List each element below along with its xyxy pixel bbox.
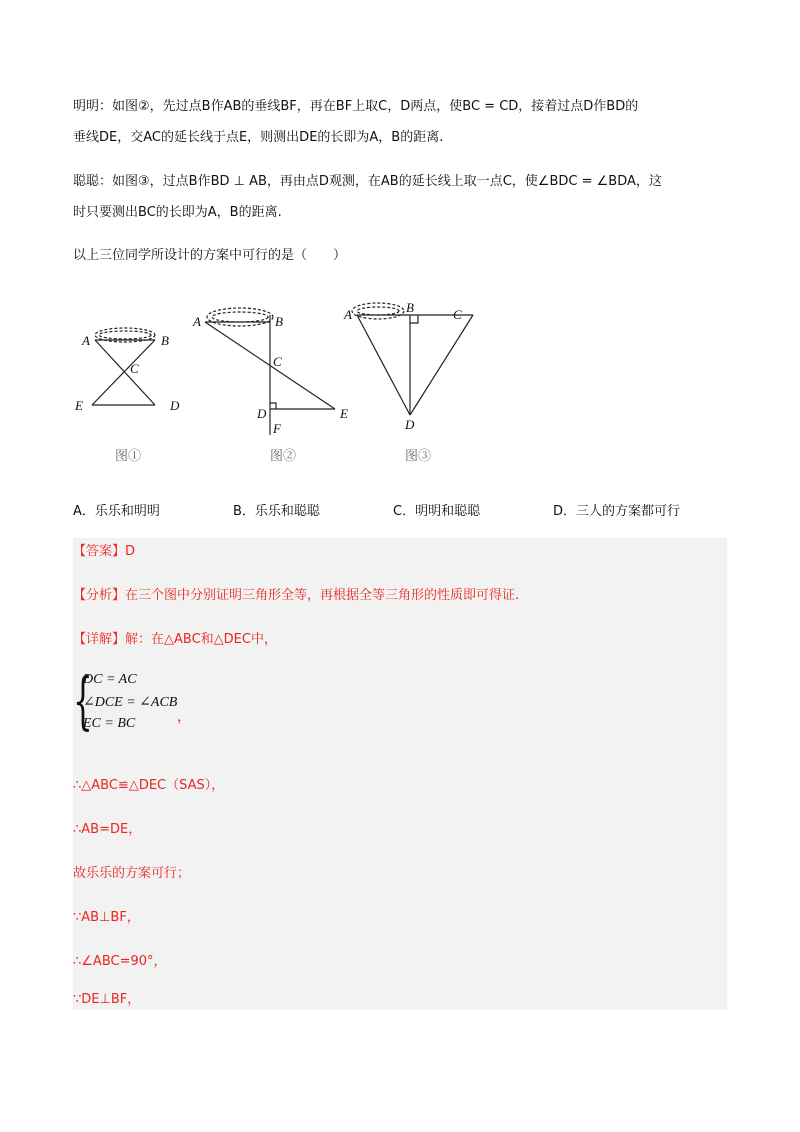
step-1: ∴△ABC≌△DEC（SAS）， — [73, 778, 225, 793]
option-c[interactable]: C．明明和聪聪 — [393, 504, 481, 519]
fig3-label-A: A — [344, 307, 352, 322]
answer-options — [73, 500, 713, 519]
fig1-caption: 图① — [115, 448, 142, 463]
fig3-caption: 图③ — [405, 448, 432, 463]
step-5: ∴∠ABC=90°， — [73, 954, 167, 969]
fig2-right-angle — [270, 403, 276, 409]
fig3-line-CD — [410, 315, 473, 415]
system-comma: ， — [177, 709, 191, 725]
system-eq-1: DC = AC — [83, 672, 137, 687]
figure-1 — [92, 328, 155, 405]
fig3-label-D: D — [405, 417, 415, 432]
fig2-caption: 图② — [270, 448, 297, 463]
fig1-label-E: E — [75, 398, 83, 413]
system-eq-3: EC = BC — [83, 716, 136, 731]
step-4: ∵AB⊥BF， — [73, 910, 140, 925]
fig1-label-A: A — [82, 333, 90, 348]
fig2-label-A: A — [193, 314, 201, 329]
fig3-label-B: B — [406, 300, 414, 315]
fig3-lake-inner — [357, 307, 399, 315]
detail-intro-line: 【详解】解：在△ABC和△DEC中， — [73, 632, 277, 647]
analysis-line: 【分析】在三个图中分别证明三角形全等，再根据全等三角形的性质即可得证. — [73, 588, 520, 603]
question-text: 以上三位同学所设计的方案中可行的是（ ） — [73, 248, 347, 263]
step-3: 故乐乐的方案可行； — [73, 866, 191, 881]
system-eq-2: ∠DCE = ∠ACB — [83, 695, 178, 710]
fig1-label-B: B — [161, 333, 169, 348]
fig3-right-angle — [410, 315, 418, 323]
answer-line: 【答案】D — [73, 544, 136, 559]
fig2-label-F: F — [273, 421, 281, 436]
paragraph-mingming-line2: 垂线DE，交AC的延长线于点E，则测出DE的长即为A，B的距离. — [73, 130, 444, 145]
fig3-line-AD — [357, 315, 410, 415]
fig1-lake-inner — [99, 331, 151, 339]
option-a[interactable]: A．乐乐和明明 — [73, 504, 160, 519]
paragraph-congcong-line2: 时只要测出BC的长即为A，B的距离. — [73, 205, 282, 220]
step-2: ∴AB=DE， — [73, 822, 142, 837]
figure-2 — [205, 308, 335, 435]
fig2-lake-outer — [207, 308, 273, 326]
paragraph-mingming-line1: 明明：如图②，先过点B作AB的垂线BF，再在BF上取C，D两点，使BC = CD，接着过点D作BD的 — [73, 99, 639, 114]
fig1-label-C: C — [130, 361, 139, 376]
option-d[interactable]: D．三人的方案都可行 — [553, 504, 681, 519]
fig3-lake-outer — [352, 303, 404, 319]
solution-box — [73, 538, 727, 1010]
fig2-label-D: D — [257, 406, 267, 421]
fig3-label-C: C — [453, 307, 462, 322]
fig2-label-E: E — [340, 406, 348, 421]
fig1-label-D: D — [170, 398, 180, 413]
option-b[interactable]: B．乐乐和聪聪 — [233, 504, 320, 519]
fig2-label-C: C — [273, 354, 282, 369]
geometry-figures — [60, 295, 460, 475]
step-6: ∵DE⊥BF， — [73, 992, 141, 1007]
equation-system — [73, 664, 203, 740]
system-brace: { — [73, 664, 93, 737]
fig2-lake-inner — [212, 312, 268, 322]
fig2-label-B: B — [275, 314, 283, 329]
paragraph-congcong-line1: 聪聪：如图③，过点B作BD ⊥ AB，再由点D观测，在AB的延长线上取一点C，使∠BDC = ∠BDA，这 — [73, 174, 662, 189]
